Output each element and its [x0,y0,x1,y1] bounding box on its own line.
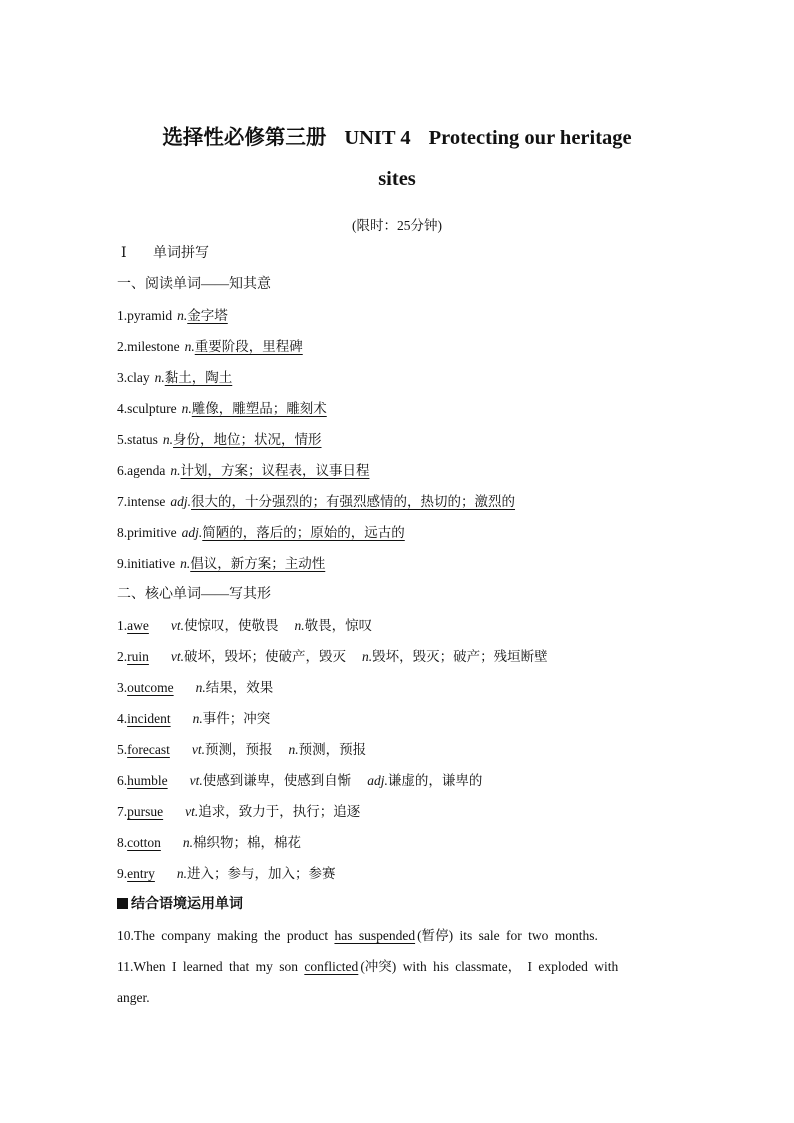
item-pos: vt. [189,773,203,788]
item-number: 7. [117,804,128,819]
item-word: milestone [127,339,180,354]
reading-word-item [117,455,677,486]
item-meaning: 金字塔 [187,308,228,323]
item-number: 5. [117,432,128,447]
item-pos: n. [170,463,181,478]
worksheet-page [117,118,677,1013]
sentence-10 [117,920,677,951]
item-number: 8. [117,835,128,850]
core-word-item [117,858,677,889]
item-meaning: 事件；冲突 [202,711,271,726]
item-meaning: 黏土，陶土 [164,370,233,385]
item-number: 6. [117,463,128,478]
item-answer: ruin [127,649,149,664]
item-pos: n. [162,432,174,447]
item-word: intense [127,494,166,509]
s10-answer: has suspended [334,928,416,943]
item-number: 3. [117,370,128,385]
item-pos: n. [154,370,165,385]
item-number: 6. [117,773,128,788]
s10-hint: (暂停) [417,928,454,943]
item-meaning-2: 谦虚的，谦卑的 [387,773,483,788]
item-number: 2. [117,649,128,664]
item-word: primitive [127,525,177,540]
item-number: 3. [117,680,128,695]
item-meaning-2: 毁坏，毁灭；破产；残垣断壁 [372,649,548,664]
page-title [117,118,677,200]
item-pos-2: n. [294,618,305,633]
item-word: sculpture [127,401,177,416]
title-book: 选择性必修第三册 [162,127,327,149]
item-number: 8. [117,525,128,540]
item-pos: vt. [185,804,199,819]
item-answer: outcome [127,680,174,695]
part-label: 单词拼写 [153,246,209,261]
item-pos: n. [184,339,195,354]
s11-post: with his classmate， I exploded with [396,959,619,974]
item-meaning: 简陋的，落后的；原始的，远古的 [202,525,405,540]
item-pos-2: n. [362,649,373,664]
item-meaning: 计划，方案；议程表，议事日程 [180,463,370,478]
s11-hint: (冲突) [360,959,397,974]
item-number: 2. [117,339,128,354]
item-meaning: 重要阶段，里程碑 [194,339,303,354]
item-answer: awe [127,618,149,633]
item-pos: n. [180,556,191,571]
reading-word-list [117,300,677,579]
s11-answer: conflicted [304,959,359,974]
s10-post: its sale for two months. [453,928,598,943]
core-word-item [117,610,677,641]
item-word: initiative [127,556,176,571]
item-word: status [127,432,158,447]
item-meaning: 棉织物；棉，棉花 [193,835,301,850]
square-bullet-icon [117,898,128,909]
item-pos: adj. [170,494,192,509]
reading-word-item [117,362,677,393]
item-number: 1. [117,618,128,633]
item-pos-2: adj. [367,773,388,788]
item-meaning-2: 预测，预报 [298,742,367,757]
item-pos-2: n. [288,742,299,757]
item-pos: vt. [170,618,184,633]
item-number: 7. [117,494,128,509]
core-word-item [117,734,677,765]
s10-pre: 10.The company making the product [117,928,335,943]
core-word-item [117,765,677,796]
item-word: agenda [127,463,166,478]
section-heading-reading: 一、阅读单词——知其意 [117,277,271,292]
item-pos: n. [192,711,203,726]
item-answer: pursue [127,804,164,819]
reading-word-item [117,424,677,455]
core-word-list [117,610,677,889]
core-word-item [117,703,677,734]
context-heading-label: 结合语境运用单词 [131,897,243,912]
item-meaning: 使感到谦卑，使感到自惭 [202,773,352,788]
item-meaning: 很大的，十分强烈的；有强烈感情的，热切的；激烈的 [191,494,516,509]
core-word-item [117,796,677,827]
title-topic-cont: sites [378,168,416,190]
item-meaning-2: 敬畏，惊叹 [304,618,373,633]
item-meaning: 预测，预报 [204,742,273,757]
item-number: 9. [117,556,128,571]
item-number: 4. [117,711,128,726]
item-meaning: 破坏，毁坏；使破产，毁灭 [184,649,346,664]
item-meaning: 雕像，雕塑品；雕刻术 [191,401,327,416]
reading-word-item [117,331,677,362]
item-pos: vt. [170,649,184,664]
item-answer: humble [127,773,168,788]
core-word-item [117,827,677,858]
item-meaning: 身份，地位；状况，情形 [173,432,322,447]
time-limit: (限时：25分钟) [352,218,442,233]
item-meaning: 倡议，新方案；主动性 [190,556,326,571]
item-answer: cotton [127,835,161,850]
item-number: 1. [117,308,128,323]
reading-word-item [117,300,677,331]
item-meaning: 进入；参与，加入；参赛 [187,866,336,881]
title-unit: UNIT 4 [344,127,411,149]
section-heading-context [117,889,677,920]
item-number: 5. [117,742,128,757]
item-meaning: 追求，致力于，执行；追逐 [198,804,361,819]
item-number: 4. [117,401,128,416]
sentence-11 [117,951,677,1013]
part-heading [117,238,677,269]
part-numeral: Ⅰ [121,246,127,261]
item-answer: forecast [127,742,170,757]
item-answer: incident [127,711,171,726]
title-topic: Protecting our heritage [428,127,632,149]
item-meaning: 结果，效果 [205,680,274,695]
core-word-item [117,672,677,703]
reading-word-item [117,517,677,548]
item-pos: adj. [181,525,203,540]
item-pos: n. [176,866,187,881]
reading-word-item [117,548,677,579]
item-word: clay [127,370,150,385]
item-meaning: 使惊叹，使敬畏 [183,618,279,633]
item-word: pyramid [127,308,173,323]
item-pos: n. [181,401,192,416]
section-heading-core: 二、核心单词——写其形 [117,587,271,602]
s11-post2: anger. [117,990,150,1005]
reading-word-item [117,486,677,517]
item-pos: n. [182,835,193,850]
s11-pre: 11.When I learned that my son [117,959,305,974]
item-pos: vt. [191,742,205,757]
item-answer: entry [127,866,155,881]
reading-word-item [117,393,677,424]
item-number: 9. [117,866,128,881]
item-pos: n. [177,308,188,323]
core-word-item [117,641,677,672]
item-pos: n. [195,680,206,695]
